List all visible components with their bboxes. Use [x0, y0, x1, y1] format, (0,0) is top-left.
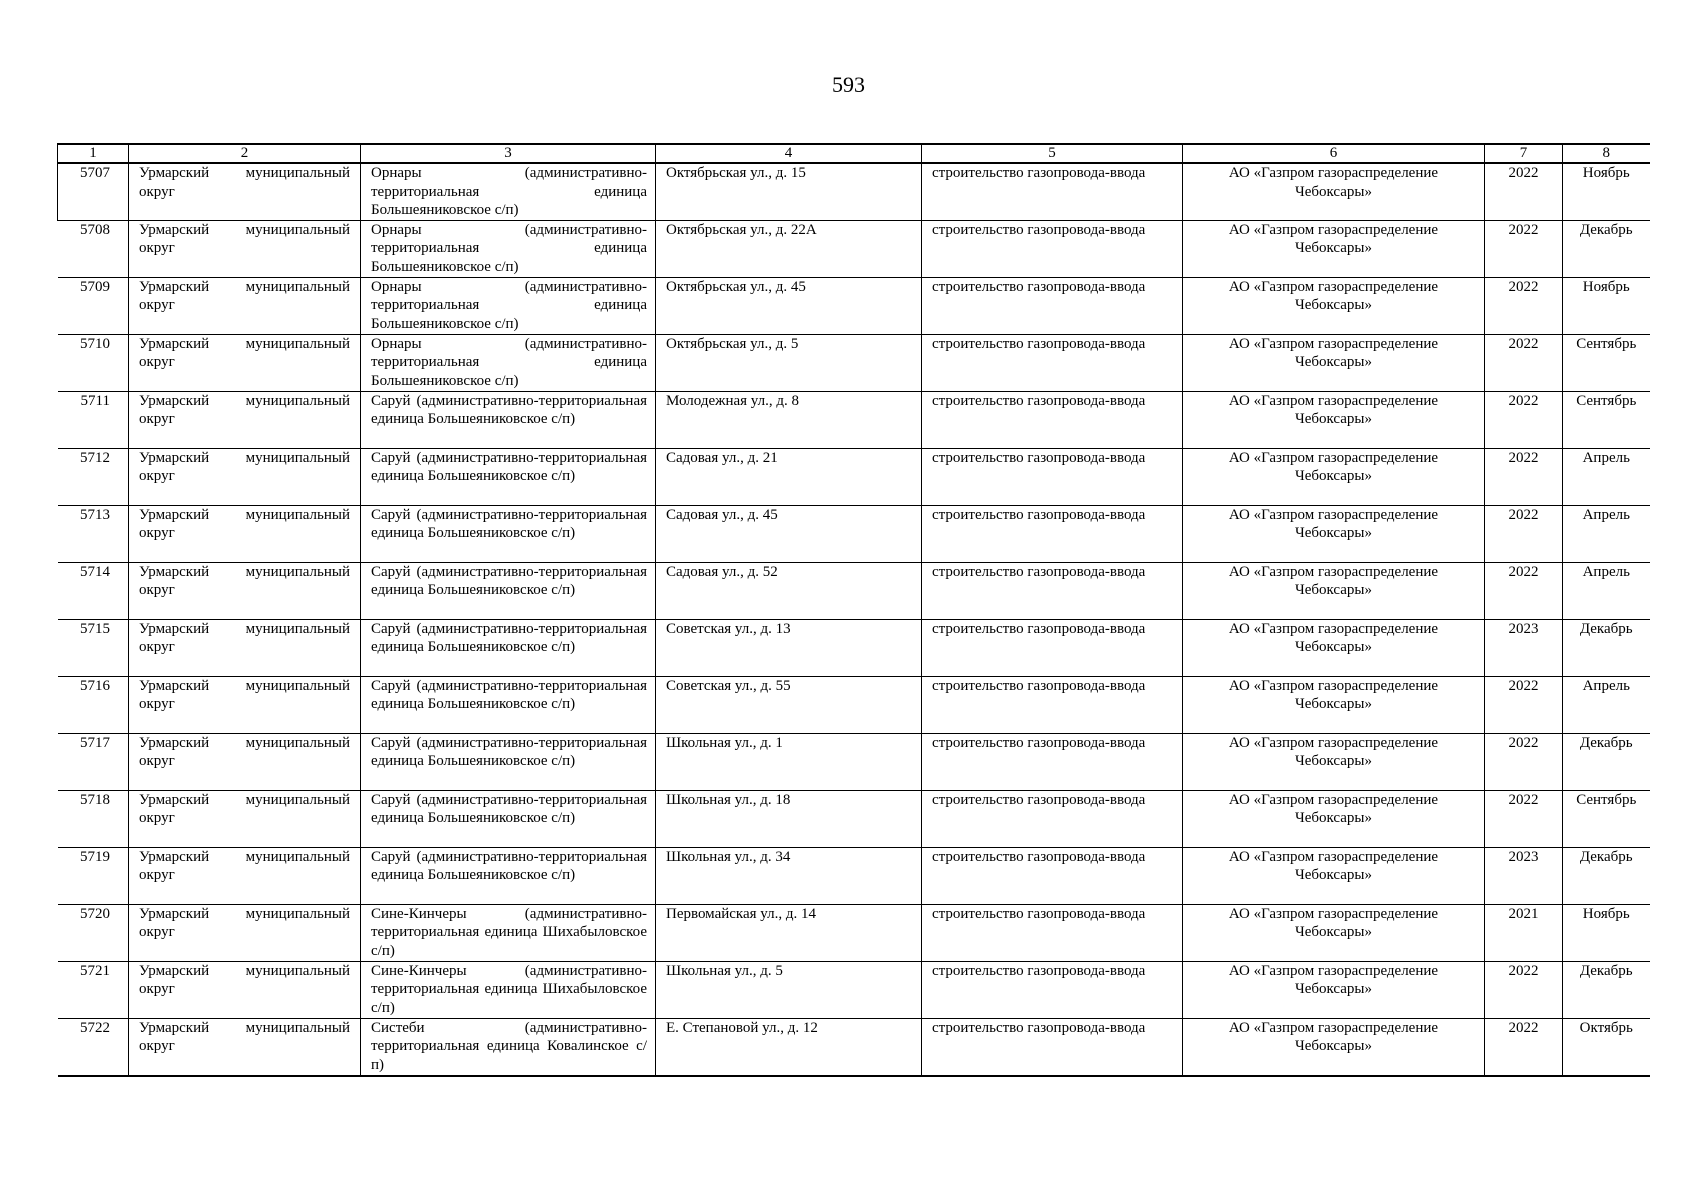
work-type-cell: строительство газопровода-ввода [922, 277, 1183, 334]
organization-cell: АО «Газпром газораспределение Чебоксары» [1183, 619, 1485, 676]
table-row [58, 904, 1650, 961]
row-number: 5710 [58, 334, 129, 391]
row-number: 5719 [58, 847, 129, 904]
year-cell: 2022 [1485, 562, 1563, 619]
work-type-cell: строительство газопровода-ввода [922, 904, 1183, 961]
settlement-cell: Саруй (административно-территориальная единица Большеяниковское с/п) [361, 676, 656, 733]
month-cell: Ноябрь [1563, 904, 1650, 961]
settlement-cell: Саруй (административно-территориальная единица Большеяниковское с/п) [361, 790, 656, 847]
month-cell: Декабрь [1563, 733, 1650, 790]
district-cell: Урмарский муниципальный округ [129, 505, 361, 562]
row-number: 5721 [58, 961, 129, 1018]
settlement-cell: Саруй (административно-территориальная единица Большеяниковское с/п) [361, 733, 656, 790]
row-number: 5720 [58, 904, 129, 961]
work-type-cell: строительство газопровода-ввода [922, 505, 1183, 562]
year-cell: 2022 [1485, 334, 1563, 391]
column-header: 5 [922, 144, 1183, 163]
table-row [58, 220, 1650, 277]
work-type-cell: строительство газопровода-ввода [922, 1018, 1183, 1075]
table-row [58, 619, 1650, 676]
work-type-cell: строительство газопровода-ввода [922, 847, 1183, 904]
table-row [58, 733, 1650, 790]
table-row [58, 334, 1650, 391]
work-type-cell: строительство газопровода-ввода [922, 163, 1183, 220]
district-cell: Урмарский муниципальный округ [129, 562, 361, 619]
row-number: 5711 [58, 391, 129, 448]
district-cell: Урмарский муниципальный округ [129, 790, 361, 847]
district-cell: Урмарский муниципальный округ [129, 733, 361, 790]
column-header: 3 [361, 144, 656, 163]
month-cell: Декабрь [1563, 847, 1650, 904]
work-type-cell: строительство газопровода-ввода [922, 619, 1183, 676]
month-cell: Апрель [1563, 505, 1650, 562]
table-row [58, 277, 1650, 334]
month-cell: Сентябрь [1563, 790, 1650, 847]
district-cell: Урмарский муниципальный округ [129, 334, 361, 391]
address-cell: Октябрьская ул., д. 5 [656, 334, 922, 391]
table-row [58, 505, 1650, 562]
table-row [58, 790, 1650, 847]
settlement-cell: Саруй (административно-территориальная единица Большеяниковское с/п) [361, 562, 656, 619]
district-cell: Урмарский муниципальный округ [129, 676, 361, 733]
header-row [58, 144, 1650, 163]
row-number: 5716 [58, 676, 129, 733]
district-cell: Урмарский муниципальный округ [129, 277, 361, 334]
table-row [58, 391, 1650, 448]
year-cell: 2022 [1485, 391, 1563, 448]
work-type-cell: строительство газопровода-ввода [922, 220, 1183, 277]
month-cell: Декабрь [1563, 220, 1650, 277]
column-header: 7 [1485, 144, 1563, 163]
work-type-cell: строительство газопровода-ввода [922, 790, 1183, 847]
year-cell: 2022 [1485, 676, 1563, 733]
table-row [58, 847, 1650, 904]
column-header: 8 [1563, 144, 1650, 163]
settlement-cell: Саруй (административно-территориальная единица Большеяниковское с/п) [361, 847, 656, 904]
month-cell: Апрель [1563, 448, 1650, 505]
address-cell: Октябрьская ул., д. 15 [656, 163, 922, 220]
organization-cell: АО «Газпром газораспределение Чебоксары» [1183, 448, 1485, 505]
month-cell: Апрель [1563, 562, 1650, 619]
organization-cell: АО «Газпром газораспределение Чебоксары» [1183, 163, 1485, 220]
settlement-cell: Саруй (административно-территориальная единица Большеяниковское с/п) [361, 448, 656, 505]
settlement-cell: Орнары (административно-территориальная единица Большеяниковское с/п) [361, 277, 656, 334]
table-row [58, 562, 1650, 619]
settlement-cell: Орнары (административно-территориальная единица Большеяниковское с/п) [361, 163, 656, 220]
row-number: 5707 [58, 163, 129, 220]
month-cell: Апрель [1563, 676, 1650, 733]
row-number: 5708 [58, 220, 129, 277]
district-cell: Урмарский муниципальный округ [129, 961, 361, 1018]
month-cell: Сентябрь [1563, 391, 1650, 448]
table-row [58, 676, 1650, 733]
address-cell: Первомайская ул., д. 14 [656, 904, 922, 961]
column-header: 1 [58, 144, 129, 163]
work-type-cell: строительство газопровода-ввода [922, 391, 1183, 448]
work-type-cell: строительство газопровода-ввода [922, 676, 1183, 733]
district-cell: Урмарский муниципальный округ [129, 391, 361, 448]
address-cell: Школьная ул., д. 34 [656, 847, 922, 904]
row-number: 5714 [58, 562, 129, 619]
month-cell: Ноябрь [1563, 163, 1650, 220]
organization-cell: АО «Газпром газораспределение Чебоксары» [1183, 961, 1485, 1018]
year-cell: 2023 [1485, 619, 1563, 676]
address-cell: Советская ул., д. 55 [656, 676, 922, 733]
district-cell: Урмарский муниципальный округ [129, 163, 361, 220]
row-number: 5713 [58, 505, 129, 562]
address-cell: Е. Степановой ул., д. 12 [656, 1018, 922, 1075]
work-type-cell: строительство газопровода-ввода [922, 733, 1183, 790]
column-header: 6 [1183, 144, 1485, 163]
year-cell: 2022 [1485, 448, 1563, 505]
address-cell: Советская ул., д. 13 [656, 619, 922, 676]
row-number: 5718 [58, 790, 129, 847]
district-cell: Урмарский муниципальный округ [129, 847, 361, 904]
register-table [57, 143, 1650, 1077]
organization-cell: АО «Газпром газораспределение Чебоксары» [1183, 562, 1485, 619]
address-cell: Садовая ул., д. 21 [656, 448, 922, 505]
column-header: 2 [129, 144, 361, 163]
year-cell: 2022 [1485, 1018, 1563, 1075]
address-cell: Октябрьская ул., д. 45 [656, 277, 922, 334]
month-cell: Октябрь [1563, 1018, 1650, 1075]
address-cell: Октябрьская ул., д. 22А [656, 220, 922, 277]
settlement-cell: Саруй (административно-территориальная единица Большеяниковское с/п) [361, 505, 656, 562]
month-cell: Сентябрь [1563, 334, 1650, 391]
district-cell: Урмарский муниципальный округ [129, 1018, 361, 1075]
organization-cell: АО «Газпром газораспределение Чебоксары» [1183, 391, 1485, 448]
row-number: 5715 [58, 619, 129, 676]
organization-cell: АО «Газпром газораспределение Чебоксары» [1183, 220, 1485, 277]
organization-cell: АО «Газпром газораспределение Чебоксары» [1183, 277, 1485, 334]
year-cell: 2021 [1485, 904, 1563, 961]
work-type-cell: строительство газопровода-ввода [922, 334, 1183, 391]
work-type-cell: строительство газопровода-ввода [922, 562, 1183, 619]
row-number: 5712 [58, 448, 129, 505]
row-number: 5709 [58, 277, 129, 334]
year-cell: 2023 [1485, 847, 1563, 904]
organization-cell: АО «Газпром газораспределение Чебоксары» [1183, 733, 1485, 790]
row-number: 5722 [58, 1018, 129, 1075]
work-type-cell: строительство газопровода-ввода [922, 961, 1183, 1018]
organization-cell: АО «Газпром газораспределение Чебоксары» [1183, 676, 1485, 733]
district-cell: Урмарский муниципальный округ [129, 904, 361, 961]
table-row [58, 961, 1650, 1018]
month-cell: Ноябрь [1563, 277, 1650, 334]
year-cell: 2022 [1485, 961, 1563, 1018]
table-header [58, 144, 1650, 163]
settlement-cell: Систеби (административно-территориальная единица Ковалинское с/п) [361, 1018, 656, 1075]
address-cell: Школьная ул., д. 5 [656, 961, 922, 1018]
month-cell: Декабрь [1563, 619, 1650, 676]
organization-cell: АО «Газпром газораспределение Чебоксары» [1183, 790, 1485, 847]
settlement-cell: Саруй (административно-территориальная единица Большеяниковское с/п) [361, 391, 656, 448]
district-cell: Урмарский муниципальный округ [129, 220, 361, 277]
district-cell: Урмарский муниципальный округ [129, 448, 361, 505]
address-cell: Школьная ул., д. 1 [656, 733, 922, 790]
settlement-cell: Саруй (административно-территориальная единица Большеяниковское с/п) [361, 619, 656, 676]
year-cell: 2022 [1485, 163, 1563, 220]
address-cell: Садовая ул., д. 45 [656, 505, 922, 562]
year-cell: 2022 [1485, 220, 1563, 277]
organization-cell: АО «Газпром газораспределение Чебоксары» [1183, 505, 1485, 562]
address-cell: Садовая ул., д. 52 [656, 562, 922, 619]
year-cell: 2022 [1485, 505, 1563, 562]
year-cell: 2022 [1485, 277, 1563, 334]
address-cell: Молодежная ул., д. 8 [656, 391, 922, 448]
page-number: 593 [832, 72, 865, 97]
settlement-cell: Орнары (административно-территориальная единица Большеяниковское с/п) [361, 220, 656, 277]
table-row [58, 1018, 1650, 1075]
year-cell: 2022 [1485, 733, 1563, 790]
organization-cell: АО «Газпром газораспределение Чебоксары» [1183, 847, 1485, 904]
year-cell: 2022 [1485, 790, 1563, 847]
settlement-cell: Сине-Кинчеры (административно-территориальная единица Шихабыловское с/п) [361, 904, 656, 961]
district-cell: Урмарский муниципальный округ [129, 619, 361, 676]
settlement-cell: Орнары (административно-территориальная единица Большеяниковское с/п) [361, 334, 656, 391]
address-cell: Школьная ул., д. 18 [656, 790, 922, 847]
column-header: 4 [656, 144, 922, 163]
organization-cell: АО «Газпром газораспределение Чебоксары» [1183, 1018, 1485, 1075]
table-row [58, 163, 1650, 220]
organization-cell: АО «Газпром газораспределение Чебоксары» [1183, 334, 1485, 391]
work-type-cell: строительство газопровода-ввода [922, 448, 1183, 505]
row-number: 5717 [58, 733, 129, 790]
table-body [58, 163, 1650, 1076]
organization-cell: АО «Газпром газораспределение Чебоксары» [1183, 904, 1485, 961]
settlement-cell: Сине-Кинчеры (административно-территориальная единица Шихабыловское с/п) [361, 961, 656, 1018]
month-cell: Декабрь [1563, 961, 1650, 1018]
table-row [58, 448, 1650, 505]
